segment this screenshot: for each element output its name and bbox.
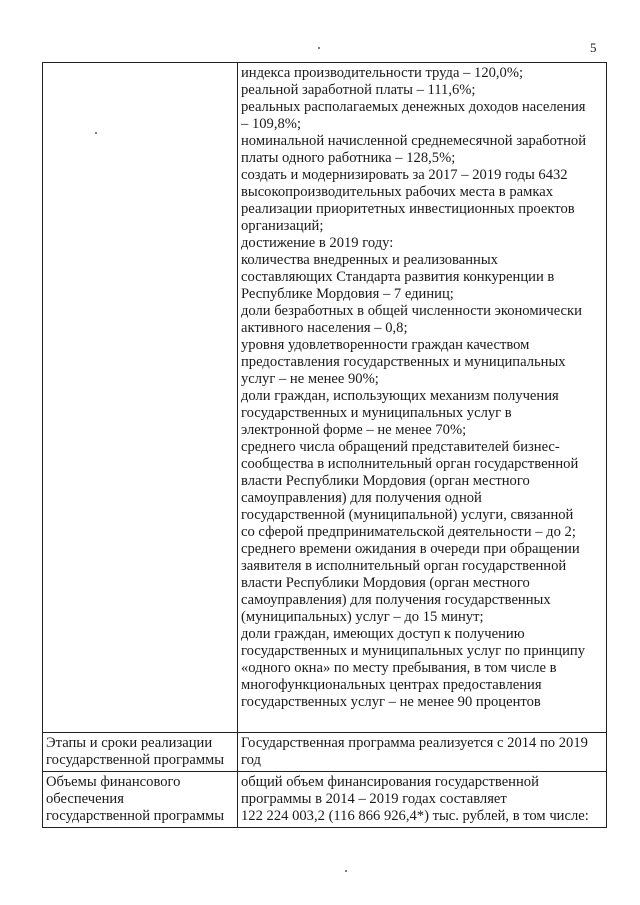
finance-label-line: Объемы финансового <box>46 774 181 790</box>
text-line: самоуправления) для получения одной <box>241 490 482 506</box>
text-line: государственных услуг – не менее 90 процентов <box>241 694 541 710</box>
text-line: заявителя в исполнительный орган государственной <box>241 558 567 574</box>
text-line: услуг – не менее 90%; <box>241 371 379 387</box>
table-row-continuation <box>43 63 607 733</box>
text-line: высокопроизводительных рабочих места в рамках <box>241 184 553 200</box>
finance-value-line: 122 224 003,2 (116 866 926,4*) тыс. рублей, в том числе: <box>241 808 589 824</box>
text-line: предоставления государственных и муниципальных <box>241 354 566 370</box>
stages-value-cell <box>238 733 607 772</box>
passport-table <box>42 62 607 828</box>
finance-label-cell <box>43 772 238 828</box>
text-line: государственных и муниципальных услуг в <box>241 405 512 421</box>
text-line: достижение в 2019 году: <box>241 235 394 251</box>
text-line: реализации приоритетных инвестиционных проектов <box>241 201 575 217</box>
text-line: «одного окна» по месту пребывания, в том числе в <box>241 660 557 676</box>
text-line: сообщества в исполнительный орган государственной <box>241 456 579 472</box>
text-line: организаций; <box>241 218 324 234</box>
text-line: доли граждан, использующих механизм получения <box>241 388 559 404</box>
text-line: количества внедренных и реализованных <box>241 252 498 268</box>
target-indicators-cell <box>238 63 607 733</box>
finance-value-line: общий объем финансирования государственной <box>241 774 539 790</box>
text-line: активного населения – 0,8; <box>241 320 408 336</box>
text-line: – 109,8%; <box>241 116 301 132</box>
scan-speck <box>345 870 347 872</box>
text-line: доли граждан, имеющих доступ к получению <box>241 626 525 642</box>
text-line: создать и модернизировать за 2017 – 2019 годы 6432 <box>241 167 568 183</box>
finance-value-line: программы в 2014 – 2019 годах составляет <box>241 791 507 807</box>
text-line: многофункциональных центрах предоставления <box>241 677 542 693</box>
text-line: индекса производительности труда – 120,0%; <box>241 65 524 81</box>
stages-label-cell <box>43 733 238 772</box>
text-line: реальных располагаемых денежных доходов населения <box>241 99 586 115</box>
continuation-label-cell <box>43 63 238 733</box>
stages-label-line: государственной программы <box>46 752 225 768</box>
text-line: среднего числа обращений представителей бизнес- <box>241 439 560 455</box>
text-line: платы одного работника – 128,5%; <box>241 150 456 166</box>
text-line: составляющих Стандарта развития конкуренции в <box>241 269 555 285</box>
text-line: Республике Мордовия – 7 единиц; <box>241 286 454 302</box>
text-line: власти Республики Мордовия (орган местного <box>241 575 530 591</box>
table-row-finance <box>43 772 607 828</box>
table-row-stages <box>43 733 607 772</box>
stages-label-line: Этапы и сроки реализации <box>46 735 213 751</box>
text-line: уровня удовлетворенности граждан качеством <box>241 337 530 353</box>
finance-label-line: обеспечения <box>46 791 124 807</box>
text-line: среднего времени ожидания в очереди при обращении <box>241 541 580 557</box>
text-line: власти Республики Мордовия (орган местного <box>241 473 530 489</box>
stages-value-line: Государственная программа реализуется с 2014 по 2019 <box>241 735 588 751</box>
scan-speck <box>95 132 97 134</box>
text-line: (муниципальных) услуг – до 15 минут; <box>241 609 484 625</box>
text-line: доли безработных в общей численности экономически <box>241 303 582 319</box>
text-line: государственных и муниципальных услуг по принципу <box>241 643 585 659</box>
finance-label-line: государственной программы <box>46 808 225 824</box>
text-line: со сферой предпринимательской деятельности – до 2; <box>241 524 576 540</box>
text-line: государственной (муниципальной) услуги, связанной <box>241 507 574 523</box>
scan-speck <box>318 47 320 49</box>
text-line: номинальной начисленной среднемесячной заработной <box>241 133 587 149</box>
stages-value-line: год <box>241 752 261 768</box>
finance-value-cell <box>238 772 607 828</box>
text-line: электронной форме – не менее 70%; <box>241 422 467 438</box>
text-line: реальной заработной платы – 111,6%; <box>241 82 476 98</box>
text-line: самоуправления) для получения государственных <box>241 592 551 608</box>
page-number: 5 <box>590 40 597 55</box>
